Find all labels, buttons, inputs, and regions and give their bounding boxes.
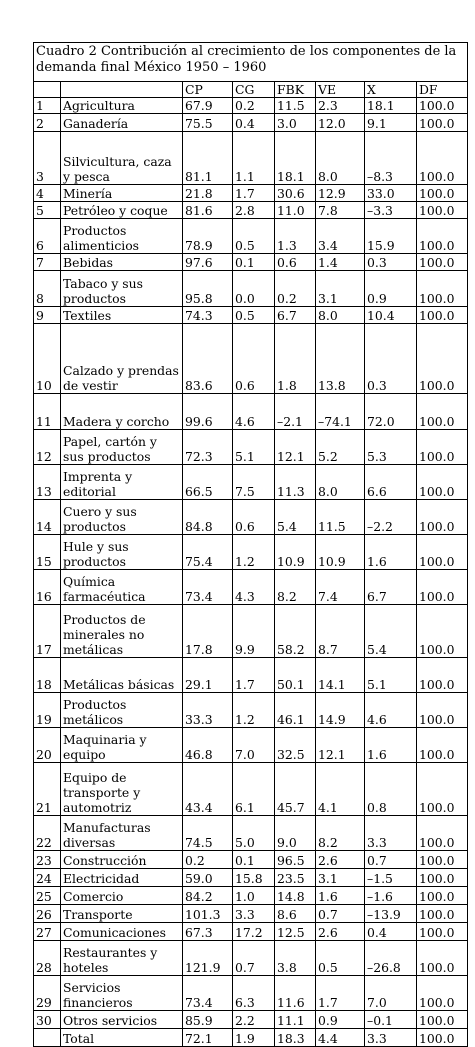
value-cell-cg: 0.7 <box>233 941 275 976</box>
value-cell-cg: 0.5 <box>233 219 275 254</box>
row-number-cell: 11 <box>34 394 61 430</box>
value-cell-fbk: 10.9 <box>275 535 316 570</box>
value-cell-ve: 2.3 <box>316 98 365 114</box>
value-cell-x: 1.6 <box>365 535 417 570</box>
value-cell-fbk: 8.2 <box>275 570 316 605</box>
value-cell-df: 100.0 <box>417 658 468 693</box>
value-cell-ve: 2.6 <box>316 851 365 869</box>
header-cell-cp: CP <box>183 82 233 98</box>
value-cell-fbk: 30.6 <box>275 185 316 202</box>
value-cell-ve: 7.4 <box>316 570 365 605</box>
value-cell-ve: 0.5 <box>316 941 365 976</box>
value-cell-fbk: 14.8 <box>275 887 316 905</box>
row-number-cell: 2 <box>34 114 61 132</box>
value-cell-cp: 75.4 <box>183 535 233 570</box>
value-cell-cp: 21.8 <box>183 185 233 202</box>
value-cell-cp: 66.5 <box>183 465 233 500</box>
sector-name-cell: Calzado y prendas de vestir <box>61 324 183 394</box>
value-cell-ve: 8.0 <box>316 307 365 324</box>
value-cell-x: –26.8 <box>365 941 417 976</box>
value-cell-ve: 8.7 <box>316 605 365 658</box>
row-number-cell: 27 <box>34 923 61 941</box>
sector-name-cell: Productos de minerales no metálicas <box>61 605 183 658</box>
sector-name-cell: Madera y corcho <box>61 394 183 430</box>
table-row <box>34 219 468 254</box>
row-number-cell: 12 <box>34 430 61 465</box>
row-number-cell: 8 <box>34 271 61 307</box>
header-cell-df: DF <box>417 82 468 98</box>
value-cell-ve: 14.1 <box>316 658 365 693</box>
value-cell-df: 100.0 <box>417 728 468 763</box>
value-cell-cp: 33.3 <box>183 693 233 728</box>
value-cell-df: 100.0 <box>417 219 468 254</box>
sector-name-cell: Total <box>61 1029 183 1047</box>
value-cell-fbk: 11.6 <box>275 976 316 1011</box>
value-cell-df: 100.0 <box>417 1029 468 1047</box>
sector-name-cell: Transporte <box>61 905 183 923</box>
value-cell-cg: 0.5 <box>233 307 275 324</box>
value-cell-cg: 7.5 <box>233 465 275 500</box>
row-number-cell: 4 <box>34 185 61 202</box>
value-cell-x: 0.7 <box>365 851 417 869</box>
value-cell-df: 100.0 <box>417 1011 468 1029</box>
row-number-cell: 17 <box>34 605 61 658</box>
row-number-cell: 15 <box>34 535 61 570</box>
value-cell-x: 4.6 <box>365 693 417 728</box>
row-number-cell: 26 <box>34 905 61 923</box>
row-number-cell: 19 <box>34 693 61 728</box>
value-cell-cg: 2.2 <box>233 1011 275 1029</box>
sector-name-cell: Maquinaria y equipo <box>61 728 183 763</box>
value-cell-fbk: 96.5 <box>275 851 316 869</box>
value-cell-cp: 72.3 <box>183 430 233 465</box>
value-cell-x: –3.3 <box>365 202 417 219</box>
value-cell-cp: 84.2 <box>183 887 233 905</box>
row-number-cell: 20 <box>34 728 61 763</box>
value-cell-fbk: 12.5 <box>275 923 316 941</box>
value-cell-x: –1.5 <box>365 869 417 887</box>
value-cell-fbk: 58.2 <box>275 605 316 658</box>
value-cell-cg: 7.0 <box>233 728 275 763</box>
sector-name-cell: Servicios financieros <box>61 976 183 1011</box>
header-cell <box>34 82 61 98</box>
value-cell-fbk: 46.1 <box>275 693 316 728</box>
table-row <box>34 923 468 941</box>
value-cell-ve: 3.1 <box>316 869 365 887</box>
value-cell-df: 100.0 <box>417 923 468 941</box>
sector-name-cell: Papel, cartón y sus productos <box>61 430 183 465</box>
value-cell-ve: 2.6 <box>316 923 365 941</box>
table-row <box>34 132 468 185</box>
value-cell-cg: 0.6 <box>233 500 275 535</box>
value-cell-fbk: 8.6 <box>275 905 316 923</box>
value-cell-ve: 12.9 <box>316 185 365 202</box>
value-cell-ve: 8.2 <box>316 816 365 851</box>
sector-name-cell: Agricultura <box>61 98 183 114</box>
table-row <box>34 185 468 202</box>
table-row <box>34 254 468 271</box>
table-container <box>33 42 467 1047</box>
value-cell-ve: 12.1 <box>316 728 365 763</box>
sector-name-cell: Silvicultura, caza y pesca <box>61 132 183 185</box>
value-cell-df: 100.0 <box>417 941 468 976</box>
value-cell-x: 72.0 <box>365 394 417 430</box>
value-cell-x: 10.4 <box>365 307 417 324</box>
value-cell-df: 100.0 <box>417 271 468 307</box>
table-row <box>34 307 468 324</box>
table-row <box>34 605 468 658</box>
value-cell-cp: 17.8 <box>183 605 233 658</box>
row-number-cell: 7 <box>34 254 61 271</box>
value-cell-cg: 9.9 <box>233 605 275 658</box>
sector-name-cell: Restaurantes y hoteles <box>61 941 183 976</box>
value-cell-cg: 1.9 <box>233 1029 275 1047</box>
value-cell-cg: 1.7 <box>233 658 275 693</box>
value-cell-df: 100.0 <box>417 307 468 324</box>
sector-name-cell: Productos metálicos <box>61 693 183 728</box>
value-cell-cp: 73.4 <box>183 570 233 605</box>
row-number-cell: 3 <box>34 132 61 185</box>
value-cell-x: 5.3 <box>365 430 417 465</box>
value-cell-df: 100.0 <box>417 202 468 219</box>
value-cell-ve: 5.2 <box>316 430 365 465</box>
value-cell-cp: 78.9 <box>183 219 233 254</box>
sector-name-cell: Manufacturas diversas <box>61 816 183 851</box>
value-cell-cp: 29.1 <box>183 658 233 693</box>
value-cell-cg: 1.0 <box>233 887 275 905</box>
value-cell-fbk: 1.8 <box>275 324 316 394</box>
value-cell-ve: 4.1 <box>316 763 365 816</box>
value-cell-cg: 2.8 <box>233 202 275 219</box>
table-row <box>34 114 468 132</box>
value-cell-cp: 43.4 <box>183 763 233 816</box>
value-cell-ve: 0.9 <box>316 1011 365 1029</box>
sector-name-cell: Ganadería <box>61 114 183 132</box>
value-cell-df: 100.0 <box>417 394 468 430</box>
value-cell-cp: 0.2 <box>183 851 233 869</box>
value-cell-cg: 15.8 <box>233 869 275 887</box>
value-cell-df: 100.0 <box>417 324 468 394</box>
value-cell-ve: 12.0 <box>316 114 365 132</box>
value-cell-df: 100.0 <box>417 693 468 728</box>
value-cell-cg: 5.1 <box>233 430 275 465</box>
value-cell-ve: 3.4 <box>316 219 365 254</box>
value-cell-x: 0.8 <box>365 763 417 816</box>
table-row <box>34 202 468 219</box>
table-row <box>34 976 468 1011</box>
value-cell-df: 100.0 <box>417 98 468 114</box>
value-cell-fbk: 11.5 <box>275 98 316 114</box>
value-cell-ve: 14.9 <box>316 693 365 728</box>
value-cell-cg: 0.1 <box>233 254 275 271</box>
row-number-cell: 10 <box>34 324 61 394</box>
table-row <box>34 535 468 570</box>
value-cell-cp: 121.9 <box>183 941 233 976</box>
value-cell-fbk: 18.3 <box>275 1029 316 1047</box>
sector-name-cell: Otros servicios <box>61 1011 183 1029</box>
title-row <box>34 43 468 82</box>
sector-name-cell: Tabaco y sus productos <box>61 271 183 307</box>
row-number-cell: 5 <box>34 202 61 219</box>
value-cell-df: 100.0 <box>417 976 468 1011</box>
value-cell-x: 0.9 <box>365 271 417 307</box>
sector-name-cell: Productos alimenticios <box>61 219 183 254</box>
row-number-cell: 13 <box>34 465 61 500</box>
table-row <box>34 816 468 851</box>
value-cell-fbk: 6.7 <box>275 307 316 324</box>
table-body <box>34 98 468 1047</box>
value-cell-cp: 75.5 <box>183 114 233 132</box>
row-number-cell: 22 <box>34 816 61 851</box>
table-row <box>34 500 468 535</box>
value-cell-x: 33.0 <box>365 185 417 202</box>
value-cell-fbk: 45.7 <box>275 763 316 816</box>
row-number-cell: 21 <box>34 763 61 816</box>
table-row <box>34 658 468 693</box>
sector-name-cell: Hule y sus productos <box>61 535 183 570</box>
value-cell-cg: 6.1 <box>233 763 275 816</box>
value-cell-cp: 97.6 <box>183 254 233 271</box>
value-cell-cp: 95.8 <box>183 271 233 307</box>
value-cell-cp: 83.6 <box>183 324 233 394</box>
value-cell-cp: 84.8 <box>183 500 233 535</box>
value-cell-ve: 0.7 <box>316 905 365 923</box>
header-cell-x: X <box>365 82 417 98</box>
value-cell-x: 3.3 <box>365 816 417 851</box>
row-number-cell: 16 <box>34 570 61 605</box>
table-row <box>34 693 468 728</box>
value-cell-cp: 46.8 <box>183 728 233 763</box>
sector-name-cell: Química farmacéutica <box>61 570 183 605</box>
value-cell-cp: 85.9 <box>183 1011 233 1029</box>
value-cell-df: 100.0 <box>417 132 468 185</box>
value-cell-cg: 6.3 <box>233 976 275 1011</box>
value-cell-cp: 81.6 <box>183 202 233 219</box>
value-cell-df: 100.0 <box>417 763 468 816</box>
value-cell-cp: 73.4 <box>183 976 233 1011</box>
row-number-cell: 9 <box>34 307 61 324</box>
value-cell-x: –1.6 <box>365 887 417 905</box>
value-cell-x: 0.4 <box>365 923 417 941</box>
value-cell-cp: 59.0 <box>183 869 233 887</box>
table-title: Cuadro 2 Contribución al crecimiento de los componentes de la demanda final México 1950 – 1960 <box>34 43 468 82</box>
value-cell-cp: 101.3 <box>183 905 233 923</box>
sector-name-cell: Imprenta y editorial <box>61 465 183 500</box>
value-cell-fbk: 0.6 <box>275 254 316 271</box>
value-cell-df: 100.0 <box>417 816 468 851</box>
value-cell-cg: 1.2 <box>233 693 275 728</box>
value-cell-fbk: 32.5 <box>275 728 316 763</box>
value-cell-df: 100.0 <box>417 851 468 869</box>
row-number-cell: 25 <box>34 887 61 905</box>
value-cell-fbk: 9.0 <box>275 816 316 851</box>
value-cell-df: 100.0 <box>417 535 468 570</box>
value-cell-cg: 4.3 <box>233 570 275 605</box>
value-cell-fbk: 3.0 <box>275 114 316 132</box>
value-cell-x: 6.6 <box>365 465 417 500</box>
row-number-cell: 18 <box>34 658 61 693</box>
value-cell-ve: 7.8 <box>316 202 365 219</box>
sector-name-cell: Metálicas básicas <box>61 658 183 693</box>
value-cell-fbk: 18.1 <box>275 132 316 185</box>
contribution-table <box>33 42 468 1047</box>
value-cell-df: 100.0 <box>417 254 468 271</box>
value-cell-ve: 13.8 <box>316 324 365 394</box>
table-row <box>34 1011 468 1029</box>
value-cell-x: 3.3 <box>365 1029 417 1047</box>
value-cell-x: 15.9 <box>365 219 417 254</box>
value-cell-x: –13.9 <box>365 905 417 923</box>
value-cell-ve: 11.5 <box>316 500 365 535</box>
row-number-cell: 29 <box>34 976 61 1011</box>
value-cell-ve: 10.9 <box>316 535 365 570</box>
table-row <box>34 887 468 905</box>
value-cell-fbk: 0.2 <box>275 271 316 307</box>
table-row <box>34 1029 468 1047</box>
header-cell-cg: CG <box>233 82 275 98</box>
value-cell-x: –0.1 <box>365 1011 417 1029</box>
value-cell-fbk: 3.8 <box>275 941 316 976</box>
value-cell-df: 100.0 <box>417 570 468 605</box>
table-row <box>34 430 468 465</box>
header-row <box>34 82 468 98</box>
value-cell-cg: 0.0 <box>233 271 275 307</box>
value-cell-df: 100.0 <box>417 869 468 887</box>
value-cell-x: 6.7 <box>365 570 417 605</box>
table-row <box>34 98 468 114</box>
value-cell-ve: 1.4 <box>316 254 365 271</box>
value-cell-fbk: 12.1 <box>275 430 316 465</box>
sector-name-cell: Electricidad <box>61 869 183 887</box>
sector-name-cell: Equipo de transporte y automotriz <box>61 763 183 816</box>
value-cell-cg: 1.1 <box>233 132 275 185</box>
table-row <box>34 869 468 887</box>
value-cell-ve: 8.0 <box>316 132 365 185</box>
table-row <box>34 763 468 816</box>
value-cell-x: 9.1 <box>365 114 417 132</box>
sector-name-cell: Comercio <box>61 887 183 905</box>
value-cell-cg: 1.2 <box>233 535 275 570</box>
header-cell-fbk: FBK <box>275 82 316 98</box>
value-cell-df: 100.0 <box>417 185 468 202</box>
table-row <box>34 271 468 307</box>
value-cell-cg: 5.0 <box>233 816 275 851</box>
value-cell-cp: 81.1 <box>183 132 233 185</box>
sector-name-cell: Petróleo y coque <box>61 202 183 219</box>
row-number-cell: 24 <box>34 869 61 887</box>
row-number-cell: 30 <box>34 1011 61 1029</box>
value-cell-ve: –74.1 <box>316 394 365 430</box>
value-cell-df: 100.0 <box>417 905 468 923</box>
value-cell-fbk: 11.1 <box>275 1011 316 1029</box>
value-cell-cg: 3.3 <box>233 905 275 923</box>
header-cell-ve: VE <box>316 82 365 98</box>
sector-name-cell: Bebidas <box>61 254 183 271</box>
value-cell-fbk: 11.3 <box>275 465 316 500</box>
value-cell-cg: 17.2 <box>233 923 275 941</box>
value-cell-x: –8.3 <box>365 132 417 185</box>
value-cell-df: 100.0 <box>417 605 468 658</box>
sector-name-cell: Comunicaciones <box>61 923 183 941</box>
table-row <box>34 570 468 605</box>
value-cell-x: 0.3 <box>365 254 417 271</box>
row-number-cell <box>34 1029 61 1047</box>
value-cell-cg: 0.4 <box>233 114 275 132</box>
table-row <box>34 728 468 763</box>
value-cell-ve: 4.4 <box>316 1029 365 1047</box>
sector-name-cell: Textiles <box>61 307 183 324</box>
value-cell-x: 5.1 <box>365 658 417 693</box>
value-cell-fbk: 50.1 <box>275 658 316 693</box>
value-cell-cg: 4.6 <box>233 394 275 430</box>
sector-name-cell: Minería <box>61 185 183 202</box>
table-row <box>34 324 468 394</box>
row-number-cell: 1 <box>34 98 61 114</box>
value-cell-cg: 1.7 <box>233 185 275 202</box>
value-cell-df: 100.0 <box>417 465 468 500</box>
value-cell-cg: 0.1 <box>233 851 275 869</box>
row-number-cell: 23 <box>34 851 61 869</box>
value-cell-fbk: 5.4 <box>275 500 316 535</box>
value-cell-ve: 3.1 <box>316 271 365 307</box>
value-cell-cp: 72.1 <box>183 1029 233 1047</box>
value-cell-x: 5.4 <box>365 605 417 658</box>
value-cell-cp: 67.3 <box>183 923 233 941</box>
value-cell-cp: 67.9 <box>183 98 233 114</box>
value-cell-x: –2.2 <box>365 500 417 535</box>
table-row <box>34 465 468 500</box>
sector-name-cell: Cuero y sus productos <box>61 500 183 535</box>
value-cell-cg: 0.2 <box>233 98 275 114</box>
table-row <box>34 851 468 869</box>
value-cell-df: 100.0 <box>417 114 468 132</box>
value-cell-fbk: 23.5 <box>275 869 316 887</box>
table-row <box>34 905 468 923</box>
table-row <box>34 941 468 976</box>
value-cell-cp: 74.5 <box>183 816 233 851</box>
value-cell-x: 1.6 <box>365 728 417 763</box>
value-cell-x: 7.0 <box>365 976 417 1011</box>
value-cell-df: 100.0 <box>417 887 468 905</box>
value-cell-cp: 74.3 <box>183 307 233 324</box>
value-cell-x: 0.3 <box>365 324 417 394</box>
value-cell-cg: 0.6 <box>233 324 275 394</box>
value-cell-fbk: –2.1 <box>275 394 316 430</box>
row-number-cell: 28 <box>34 941 61 976</box>
value-cell-ve: 8.0 <box>316 465 365 500</box>
sector-name-cell: Construcción <box>61 851 183 869</box>
value-cell-df: 100.0 <box>417 500 468 535</box>
row-number-cell: 14 <box>34 500 61 535</box>
value-cell-fbk: 1.3 <box>275 219 316 254</box>
header-cell <box>61 82 183 98</box>
table-row <box>34 394 468 430</box>
value-cell-x: 18.1 <box>365 98 417 114</box>
value-cell-cp: 99.6 <box>183 394 233 430</box>
row-number-cell: 6 <box>34 219 61 254</box>
value-cell-ve: 1.7 <box>316 976 365 1011</box>
value-cell-ve: 1.6 <box>316 887 365 905</box>
value-cell-fbk: 11.0 <box>275 202 316 219</box>
value-cell-df: 100.0 <box>417 430 468 465</box>
